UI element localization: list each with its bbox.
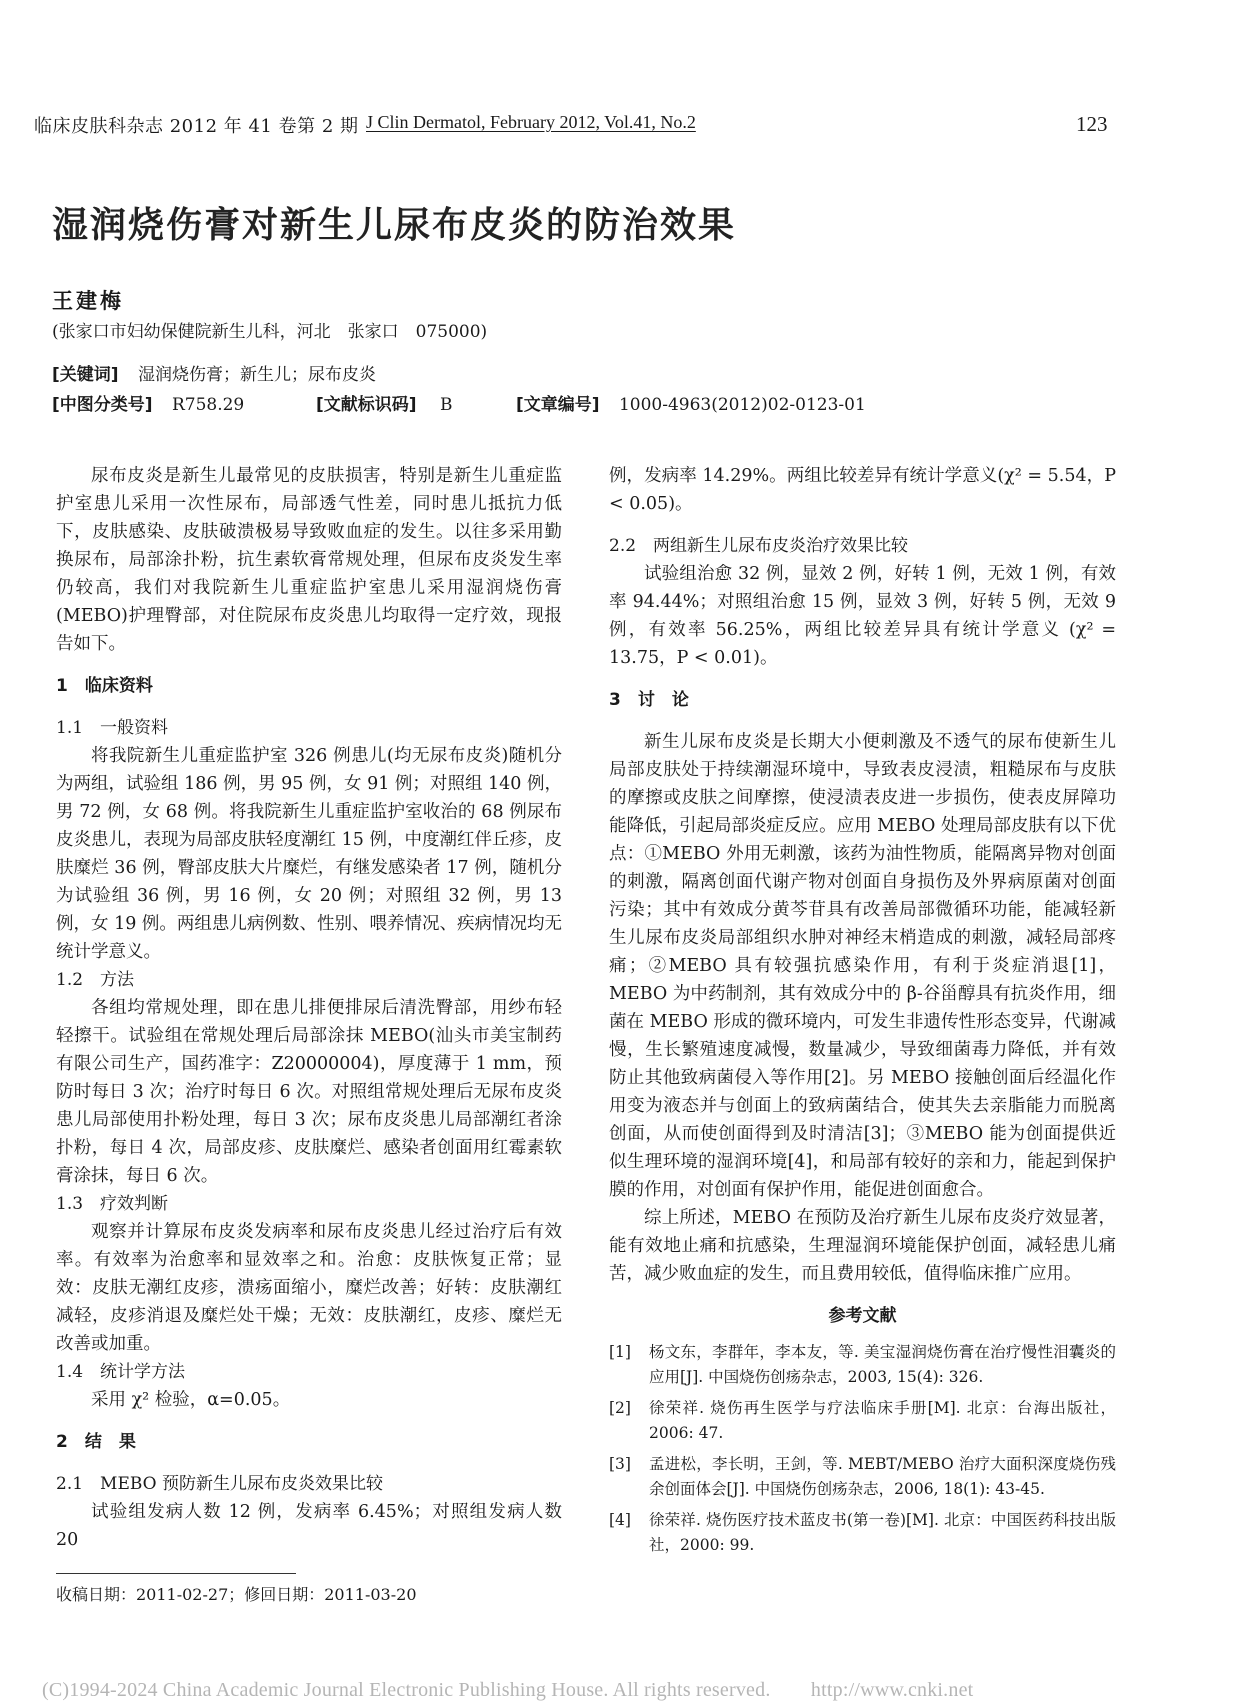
clc-line xyxy=(52,390,244,415)
journal-header-en: J Clin Dermatol, February 2012, Vol.41, No.2 xyxy=(366,112,696,132)
keywords-label: [关键词] xyxy=(52,365,119,385)
reference-number: [4] xyxy=(609,1511,631,1529)
reference-item xyxy=(609,1340,1116,1390)
article-title: 湿润烧伤膏对新生儿尿布皮炎的防治效果 xyxy=(52,205,737,246)
article-no-value: 1000-4963(2012)02-0123-01 xyxy=(618,395,866,415)
reference-item xyxy=(609,1452,1116,1502)
section-heading: 1 临床资料 xyxy=(56,676,153,696)
subsection-heading: 1.1 一般资料 xyxy=(56,718,169,738)
footnote-rule xyxy=(56,1573,296,1574)
subsection-heading: 2.1 MEBO 预防新生儿尿布皮炎效果比较 xyxy=(56,1474,384,1494)
article-no-label: [文章编号] xyxy=(516,395,600,415)
article-no-line xyxy=(516,390,866,415)
body-paragraph: 试验组治愈 32 例，显效 2 例，好转 1 例，无效 1 例，有效率 94.44%；对照组治愈 15 例，显效 3 例，好转 5 例，无效 9 例，有效率 56.25%，两组比较差异具有统计学意义 (χ² = 13.75，P < 0.01)。 xyxy=(609,564,1116,668)
author-affiliation: (张家口市妇幼保健院新生儿科，河北 张家口 075000) xyxy=(52,322,488,342)
clc-label: [中图分类号] xyxy=(52,395,153,415)
author-name: 王建梅 xyxy=(52,288,124,313)
reference-number: [3] xyxy=(609,1455,631,1473)
left-column xyxy=(56,462,562,1554)
body-paragraph: 将我院新生儿重症监护室 326 例患儿(均无尿布皮炎)随机分为两组，试验组 186 例，男 95 例，女 91 例；对照组 140 例，男 72 例，女 68 例。将我院新生儿重症监护室收治的 68 例尿布皮炎患儿，表现为局部皮肤轻度潮红 15 例，中度潮红伴丘疹，皮肤糜烂 36 例，臀部皮肤大片糜烂，有继发感染者 17 例，随机分为试验组 36 例，男 16 例，女 20 例；对照组 32 例，男 13 例，女 19 例。两组患儿病例数、性别、喂养情况、疾病情况均无统计学意义。 xyxy=(56,746,562,962)
right-column xyxy=(609,462,1116,1564)
reference-text: 孟进松，李长明，王剑，等. MEBT/MEBO 治疗大面积深度烧伤残余创面体会[J]. 中国烧伤创疡杂志，2006, 18(1): 43-45. xyxy=(649,1455,1116,1498)
keywords-line xyxy=(52,360,376,385)
body-paragraph: 综上所述，MEBO 在预防及治疗新生儿尿布皮炎疗效显著，能有效地止痛和抗感染，生理湿润环境能保护创面，减轻患儿痛苦，减少败血症的发生，而且费用较低，值得临床推广应用。 xyxy=(609,1208,1116,1284)
references-title: 参考文献 xyxy=(828,1306,897,1326)
body-paragraph: 采用 χ² 检验，α=0.05。 xyxy=(91,1390,291,1410)
doc-code-value: B xyxy=(439,395,453,415)
body-paragraph: 例，发病率 14.29%。两组比较差异有统计学意义(χ² = 5.54，P < 0.05)。 xyxy=(609,466,1116,514)
subsection-heading: 2.2 两组新生儿尿布皮炎治疗效果比较 xyxy=(609,536,909,556)
body-paragraph: 观察并计算尿布皮炎发病率和尿布皮炎患儿经过治疗后有效率。有效率为治愈率和显效率之和。治愈：皮肤恢复正常；显效：皮肤无潮红皮疹，溃疡面缩小，糜烂改善；好转：皮肤潮红减轻，皮疹消退及糜烂处干燥；无效：皮肤潮红，皮疹、糜烂无改善或加重。 xyxy=(56,1222,562,1354)
reference-number: [2] xyxy=(609,1399,631,1417)
reference-text: 徐荣祥. 烧伤再生医学与疗法临床手册[M]. 北京：台海出版社，2006: 47. xyxy=(649,1399,1116,1442)
section-heading: 2 结 果 xyxy=(56,1432,136,1452)
reference-text: 徐荣祥. 烧伤医疗技术蓝皮书(第一卷)[M]. 北京：中国医药科技出版社，2000: 99. xyxy=(649,1511,1116,1554)
copyright-watermark: (C)1994-2024 China Academic Journal Electronic Publishing House. All rights reserved. http://www.cnki.net xyxy=(42,1679,974,1701)
reference-item xyxy=(609,1508,1116,1558)
doc-code-label: [文献标识码] xyxy=(316,395,417,415)
page-number: 123 xyxy=(1076,112,1108,136)
reference-number: [1] xyxy=(609,1343,631,1361)
body-paragraph: 试验组发病人数 12 例，发病率 6.45%；对照组发病人数 20 xyxy=(56,1502,562,1550)
body-paragraph: 新生儿尿布皮炎是长期大小便刺激及不透气的尿布使新生儿局部皮肤处于持续潮湿环境中，导致表皮浸渍，粗糙尿布与皮肤的摩擦或皮肤之间摩擦，使浸渍表皮进一步损伤，使表皮屏障功能降低，引起局部炎症反应。应用 MEBO 处理局部皮肤有以下优点：①MEBO 外用无刺激，该药为油性物质，能隔离异物对创面的刺激，隔离创面代谢产物对创面自身损伤及外界病原菌对创面污染；其中有效成分黄芩苷具有改善局部微循环功能，能减轻新生儿尿布皮炎局部组织水肿对神经末梢造成的刺激，减轻局部疼痛；②MEBO 具有较强抗感染作用，有利于炎症消退[1]，MEBO 为中药制剂，其有效成分中的 β-谷甾醇具有抗炎作用，细菌在 MEBO 形成的微环境内，可发生非遗传性形态变异，代谢减慢，生长繁殖速度减慢，数量减少，导致细菌毒力降低，并有效防止其他致病菌侵入等作用[2]。另 MEBO 接触创面后经温化作用变为液态并与创面上的致病菌结合，使其失去亲脂能力而脱离创面，从而使创面得到及时清洁[3]；③MEBO 能为创面提供近似生理环境的湿润环境[4]，和局部有较好的亲和力，能起到保护膜的作用，对创面有保护作用，能促进创面愈合。 xyxy=(609,732,1116,1200)
keywords-value: 湿润烧伤膏；新生儿；尿布皮炎 xyxy=(137,365,376,385)
reference-text: 杨文东，李群年，李本友，等. 美宝湿润烧伤膏在治疗慢性泪囊炎的应用[J]. 中国烧伤创疡杂志，2003, 15(4): 326. xyxy=(649,1343,1116,1386)
reference-list xyxy=(609,1340,1116,1558)
subsection-heading: 1.3 疗效判断 xyxy=(56,1194,169,1214)
received-date-footnote: 收稿日期：2011-02-27；修回日期：2011-03-20 xyxy=(56,1585,417,1604)
section-heading: 3 讨 论 xyxy=(609,690,689,710)
reference-item xyxy=(609,1396,1116,1446)
clc-value: R758.29 xyxy=(171,395,245,415)
intro-paragraph: 尿布皮炎是新生儿最常见的皮肤损害，特别是新生儿重症监护室患儿采用一次性尿布，局部透气性差，同时患儿抵抗力低下，皮肤感染、皮肤破溃极易导致败血症的发生。以往多采用勤换尿布，局部涂扑粉，抗生素软膏常规处理，但尿布皮炎发生率仍较高，我们对我院新生儿重症监护室患儿采用湿润烧伤膏(MEBO)护理臀部，对住院尿布皮炎患儿均取得一定疗效，现报告如下。 xyxy=(56,466,562,654)
journal-header-cn: 临床皮肤科杂志 2012 年 41 卷第 2 期 xyxy=(34,116,359,137)
body-paragraph: 各组均常规处理，即在患儿排便排尿后清洗臀部，用纱布轻轻擦干。试验组在常规处理后局部涂抹 MEBO(汕头市美宝制药有限公司生产，国药准字：Z20000004)，厚度薄于 1 mm，预防时每日 3 次；治疗时每日 6 次。对照组常规处理后无尿布皮炎患儿局部使用扑粉处理，每日 3 次；尿布皮炎患儿局部潮红者涂扑粉，每日 4 次，局部皮疹、皮肤糜烂、感染者创面用红霉素软膏涂抹，每日 6 次。 xyxy=(56,998,562,1186)
subsection-heading: 1.2 方法 xyxy=(56,970,135,990)
doc-code-line xyxy=(316,390,452,415)
subsection-heading: 1.4 统计学方法 xyxy=(56,1362,186,1382)
